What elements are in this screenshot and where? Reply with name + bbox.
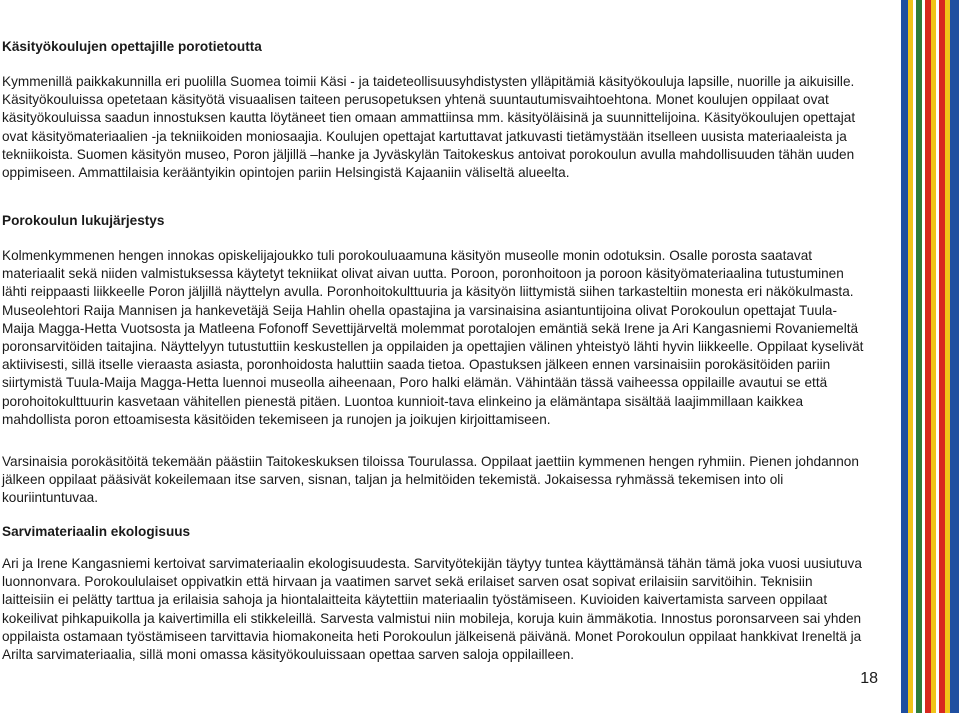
paragraph-4: Ari ja Irene Kangasniemi kertoivat sarvimateriaalin ekologisuudesta. Sarvityötekijän täytyy tuntea käyttämänsä tähän tämä joka vuosi uusiutuva luonnonvara. Porokoululaiset oppivatkin että hirvaan ja vaatimen sarvet sekä erilaiset sarven osat sopivat erilaisiin sarvitöihin. Teknisiin laitteisiin ei pelätty tarttua ja erilaisia sahoja ja hiontalaitteita käytettiin materiaalin työstämiseen. Kuvioiden kaivertamista sarveen oppilaat kokeilivat pihkapuikolla ja kaivertimilla eli stikkeleillä. Sarvesta valmistui niin mobileja, koruja kuin ämmäkotia. Innostus poronsarveen sai yhden oppilaista ostamaan työstämiseen tarvittavia hiomakoneita heti Porokoulun jälkeisenä päivänä. Monet Porokoulun oppilaat hankkivat Ireneltä ja Arilta sarvimateriaalia, sillä moni omassa käsityökouluissaan opettaa sarven saloja oppilailleen.: [2, 556, 862, 663]
section-heading-1: Käsityökoulujen opettajille porotietoutta: [2, 39, 262, 54]
paragraph-3: Varsinaisia porokäsitöitä tekemään päästiin Taitokeskuksen tiloissa Tourulassa. Oppilaat jaettiin kymmenen hengen ryhmiin. Pienen johdannon jälkeen oppilaat pääsivät kokeilemaan itse sarven, sisnan, taljan ja helmitöiden tekemistä. Jokaisessa ryhmässä tekemisen into oli kouriintuntuvaa.: [2, 454, 859, 506]
paragraph-2: Kolmenkymmenen hengen innokas opiskelijajoukko tuli porokouluaamuna käsityön museolle monin odotuksin. Osalle porosta saatavat materiaalit sekä niiden valmistuksessa käytetyt tekniikat olivat aivan uutta. Poroon, poronhoitoon ja poroon käsityömateriaalina tutustuminen lähti reippaasti liikkeelle Poron jäljillä näyttelyn avulla. Poronhoitokulttuuria ja käsityön liittymistä siihen tarkasteltiin monesta eri näkökulmasta. Museolehtori Raija Mannisen ja hankevetäjä Seija Hahlin ohella opastajina ja varsinaisina asiantuntijoina olivat Porokoulun opettajat Tuula-Maija Magga-Hetta Vuotsosta ja Matleena Fofonoff Sevettijärveltä molemmat porotalojen emäntiä sekä Irene ja Ari Kangasniemi Rovaniemeltä poronsarvitöiden taitajina. Näyttelyyn tutustuttiin keskustellen ja oppilaiden ja opettajien välinen yhteistyö lähti hyvin liikkeelle. Oppilaat kyselivät aktiivisesti, sillä itselle vieraasta asiasta, poronhoidosta haluttiin saada tietoa. Opastuksen jälkeen ennen varsinaisiin porokäsitöiden pariin siirtymistä Tuula-Maija Magga-Hetta luennoi museolla aiheenaan, Poro halki elämän. Vähintään tässä vaiheessa oppilaille avautui se että porohoitokulttuurin kasvetaan vähitellen pienestä pitäen. Luontoa kunnioit-tava elinkeino ja elämäntapa sisältää laajimmillaan kaikkea mahdollista poron ettoamisesta käsitöiden tekemiseen ja runojen ja joikujen kirjoittamiseen.: [2, 248, 864, 427]
document-page: [2, 0, 872, 713]
section-heading-2: Porokoulun lukujärjestys: [2, 213, 165, 228]
decorative-stripes: [901, 0, 959, 713]
paragraph-1: Kymmenillä paikkakunnilla eri puolilla Suomea toimii Käsi - ja taideteollisuusyhdistysten ylläpitämiä käsityökouluja lapsille, nuorille ja aikuisille. Käsityökouluissa opetetaan käsityötä visuaalisen taiteen perusopetuksen yhtenä suuntautumisvaihtoehtona. Monet koulujen oppilaat ovat käsityökouluissa saadun innostuksen kautta löytäneet tien omaan ammattiinsa mm. käsityöläisinä ja suunnittelijoina. Käsityökoulujen opettajat ovat käsityömateriaalien -ja tekniikoiden moniosaajia. Koulujen opettajat kartuttavat jatkuvasti tietämystään itselleen uusista materiaaleista ja tekniikoista. Suomen käsityön museo, Poron jäljillä –hanke ja Jyväskylän Taitokeskus antoivat porokoulun avulla mahdollisuuden tähän uuden oppimiseen. Ammattilaisia kerääntyikin opintojen pariin Helsingistä Kajaaniin väliseltä alueelta.: [2, 74, 856, 181]
section-heading-3: Sarvimateriaalin ekologisuus: [2, 524, 191, 539]
stripe: [950, 0, 959, 713]
stripe: [901, 0, 908, 713]
page-number: 18: [860, 670, 878, 687]
